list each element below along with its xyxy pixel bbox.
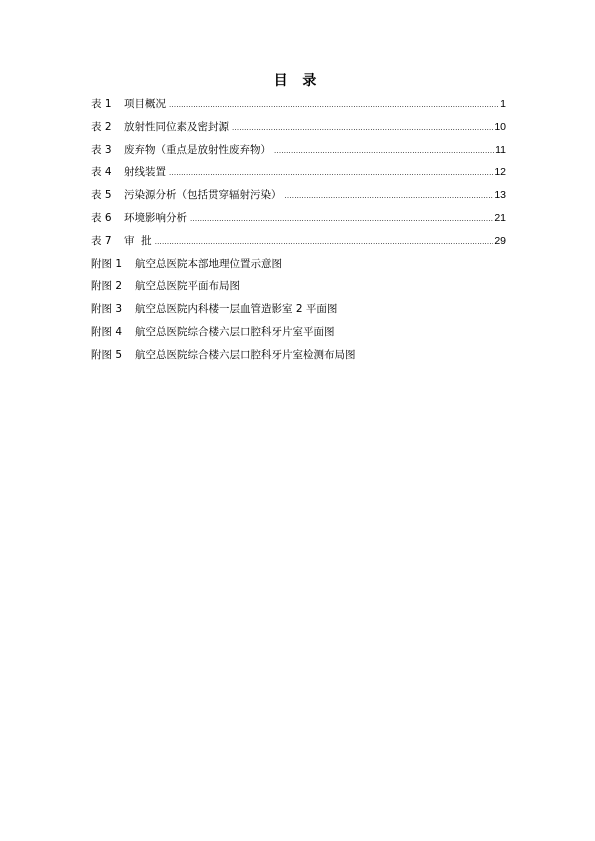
toc-entry-title: 射线装置 [124, 166, 166, 179]
toc-entry-label: 表 2 [91, 120, 112, 133]
figure-entry[interactable] [91, 279, 506, 302]
toc-entry-title: 放射性同位素及密封源 [124, 120, 229, 133]
page-title: 目 录 [273, 73, 322, 89]
toc-entry[interactable] [91, 211, 506, 234]
toc-entry-label: 表 6 [91, 211, 112, 224]
toc-entry-title: 审 批 [124, 234, 152, 247]
toc-entry-page: 10 [494, 120, 506, 133]
figure-entry-title: 航空总医院综合楼六层口腔科牙片室平面图 [135, 325, 335, 338]
dot-leader [169, 98, 499, 112]
toc-entry[interactable] [91, 97, 506, 120]
toc-entry-label: 表 1 [91, 98, 112, 110]
toc-entry-page: 13 [494, 189, 506, 202]
toc-entry-label: 表 5 [91, 189, 112, 202]
toc-entry-page: 21 [494, 211, 506, 224]
table-of-contents [91, 97, 506, 371]
dot-leader [285, 189, 494, 203]
dot-leader [155, 235, 494, 249]
figure-entry-label: 附图 3 [91, 303, 123, 316]
toc-entry-page: 12 [494, 166, 506, 179]
figure-entry-label: 附图 4 [91, 325, 123, 338]
toc-entry[interactable] [91, 234, 506, 257]
toc-entry[interactable] [91, 143, 506, 166]
figure-entry-title: 航空总医院平面布局图 [135, 280, 240, 293]
dot-leader [232, 121, 493, 135]
figure-entry[interactable] [91, 325, 506, 348]
toc-entry-label: 表 4 [91, 166, 112, 179]
toc-entry-label: 表 7 [91, 234, 112, 247]
toc-entry-title: 环境影响分析 [124, 211, 187, 224]
toc-entry[interactable] [91, 165, 506, 188]
dot-leader [169, 166, 493, 180]
figure-entry-title: 航空总医院综合楼六层口腔科牙片室检测布局图 [135, 348, 356, 361]
toc-entry-page: 11 [495, 143, 506, 156]
toc-entry-page: 1 [500, 98, 506, 110]
figure-entry-label: 附图 1 [91, 257, 123, 270]
toc-entry-page: 29 [494, 234, 506, 247]
figure-entry[interactable] [91, 302, 506, 325]
toc-entry-title: 污染源分析（包括贯穿辐射污染） [124, 189, 282, 202]
figure-entry-title: 航空总医院本部地理位置示意图 [135, 257, 282, 270]
toc-entry[interactable] [91, 120, 506, 143]
toc-entry-label: 表 3 [91, 143, 112, 156]
figure-entry-label: 附图 5 [91, 348, 123, 361]
toc-entry-title: 废弃物（重点是放射性废弃物） [124, 143, 271, 156]
figure-entry[interactable] [91, 257, 506, 280]
figure-entry[interactable] [91, 348, 506, 371]
figure-entry-title: 航空总医院内科楼一层血管造影室 2 平面图 [135, 303, 338, 316]
dot-leader [190, 212, 493, 226]
toc-entry-title: 项目概况 [124, 98, 166, 110]
toc-entry[interactable] [91, 188, 506, 211]
figure-entry-label: 附图 2 [91, 280, 123, 293]
dot-leader [274, 144, 494, 158]
